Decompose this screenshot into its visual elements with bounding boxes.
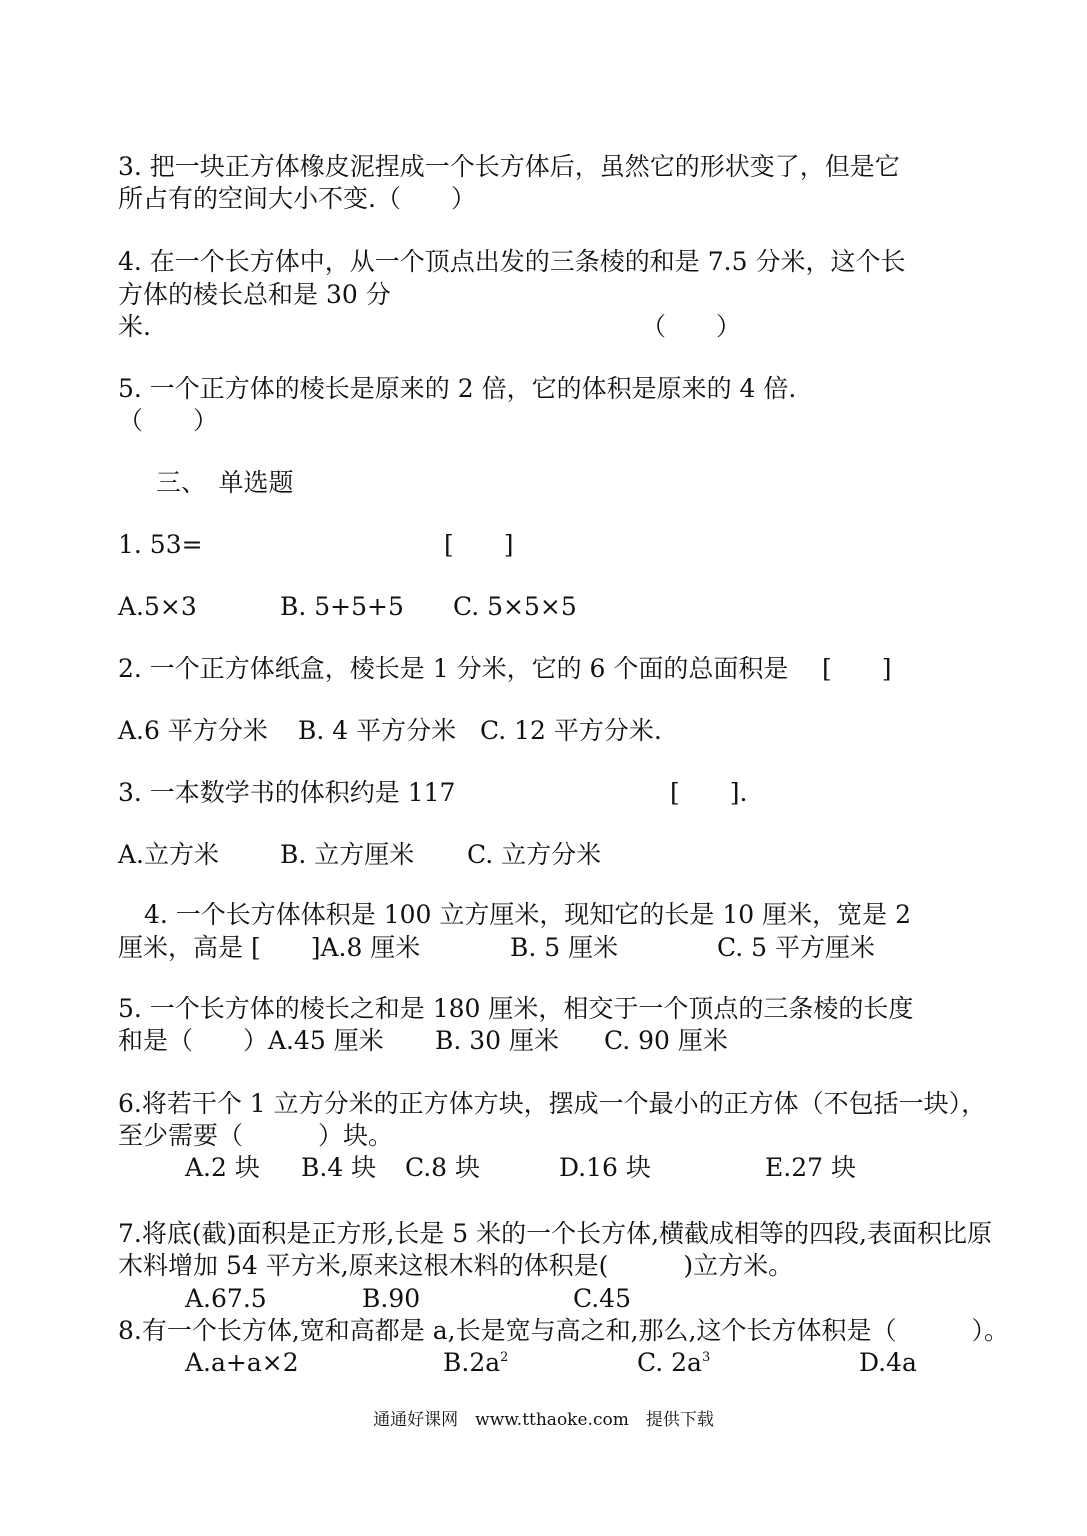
mc-q8-option-b: [443, 1348, 508, 1378]
mc-q7-line2: 木料增加 54 平方米,原来这根木料的体积是( )立方米。: [118, 1251, 794, 1280]
mc-q1-option-c: C. 5×5×5: [453, 592, 577, 621]
mc-q5-line1: 5. 一个长方体的棱长之和是 180 厘米，相交于一个顶点的三条棱的长度: [118, 994, 914, 1023]
mc-q3-option-b: B. 立方厘米: [280, 840, 415, 869]
mc-q8-option-a: A.a+a×2: [185, 1348, 299, 1377]
mc-q8-option-c-exponent: 3: [701, 1350, 711, 1365]
mc-q6-option-d: D.16 块: [559, 1153, 651, 1182]
mc-q2-option-b: B. 4 平方分米: [298, 716, 457, 745]
section-heading: 三、 单选题: [156, 468, 294, 497]
mc-q3-option-c: C. 立方分米: [467, 840, 602, 869]
mc-q3-bracket: [ ].: [670, 778, 748, 807]
mc-q8-option-b-base: B.2a: [443, 1348, 501, 1377]
mc-q4-line2: 厘米，高是 [ ]A.8 厘米: [118, 933, 421, 962]
mc-q7-option-c: C.45: [573, 1284, 631, 1313]
mc-q1-bracket: [ ]: [444, 530, 514, 559]
mc-q8-line1: 8.有一个长方体,宽和高都是 a,长是宽与高之和,那么,这个长方体积是（ ）。: [118, 1316, 1009, 1345]
mc-q1-option-a: A.5×3: [118, 592, 197, 621]
mc-q2-option-c: C. 12 平方分米.: [480, 716, 662, 745]
mc-q4-line1: 4. 一个长方体体积是 100 立方厘米，现知它的长是 10 厘米，宽是 2: [144, 900, 911, 929]
judge-q5-line1: 5. 一个正方体的棱长是原来的 2 倍，它的体积是原来的 4 倍.: [118, 374, 797, 403]
judge-q5-line2: （ ）: [118, 406, 219, 435]
mc-q5-line2: 和是（ ）A.45 厘米: [118, 1026, 384, 1055]
mc-q6-line2: 至少需要（ ）块。: [118, 1121, 394, 1150]
mc-q2-bracket: [ ]: [822, 654, 892, 683]
mc-q3-option-a: A.立方米: [118, 840, 220, 869]
judge-q4-line3: 米.: [118, 312, 151, 341]
mc-q3-text: 3. 一本数学书的体积约是 117: [118, 778, 456, 807]
mc-q6-option-b: B.4 块: [301, 1153, 377, 1182]
mc-q2-text: 2. 一个正方体纸盒，棱长是 1 分米，它的 6 个面的总面积是: [118, 654, 789, 683]
mc-q4-option-b: B. 5 厘米: [510, 933, 619, 962]
judge-q3-line2: 所占有的空间大小不变.（ ）: [118, 184, 476, 213]
footer-source: 通通好课网 www.tthaoke.com 提供下载: [373, 1410, 714, 1430]
mc-q6-option-a: A.2 块: [185, 1153, 260, 1182]
mc-q7-option-a: A.67.5: [185, 1284, 267, 1313]
mc-q5-option-c: C. 90 厘米: [604, 1026, 728, 1055]
mc-q6-option-e: E.27 块: [765, 1153, 856, 1182]
mc-q7-option-b: B.90: [362, 1284, 421, 1313]
mc-q4-option-c: C. 5 平方厘米: [717, 933, 875, 962]
mc-q8-option-c-base: C. 2a: [637, 1348, 702, 1377]
mc-q6-line1: 6.将若干个 1 立方分米的正方体方块，摆成一个最小的正方体（不包括一块），: [118, 1089, 987, 1118]
mc-q6-option-c: C.8 块: [405, 1153, 481, 1182]
judge-q4-line1: 4. 在一个长方体中，从一个顶点出发的三条棱的和是 7.5 分米，这个长: [118, 247, 906, 276]
judge-q3-line1: 3. 把一块正方体橡皮泥捏成一个长方体后，虽然它的形状变了，但是它: [118, 152, 900, 181]
mc-q1-option-b: B. 5+5+5: [280, 592, 404, 621]
mc-q8-option-c: [637, 1348, 710, 1378]
mc-q5-option-b: B. 30 厘米: [435, 1026, 560, 1055]
judge-q4-line2: 方体的棱长总和是 30 分: [118, 280, 391, 309]
judge-q4-answer-paren: （ ）: [641, 312, 742, 341]
mc-q8-option-b-exponent: 2: [500, 1350, 509, 1365]
mc-q1-text: 1. 53=: [118, 530, 203, 559]
mc-q7-line1: 7.将底(截)面积是正方形,长是 5 米的一个长方体,横截成相等的四段,表面积比原: [118, 1219, 993, 1248]
mc-q2-option-a: A.6 平方分米: [118, 716, 268, 745]
mc-q8-option-d: D.4a: [859, 1348, 917, 1377]
